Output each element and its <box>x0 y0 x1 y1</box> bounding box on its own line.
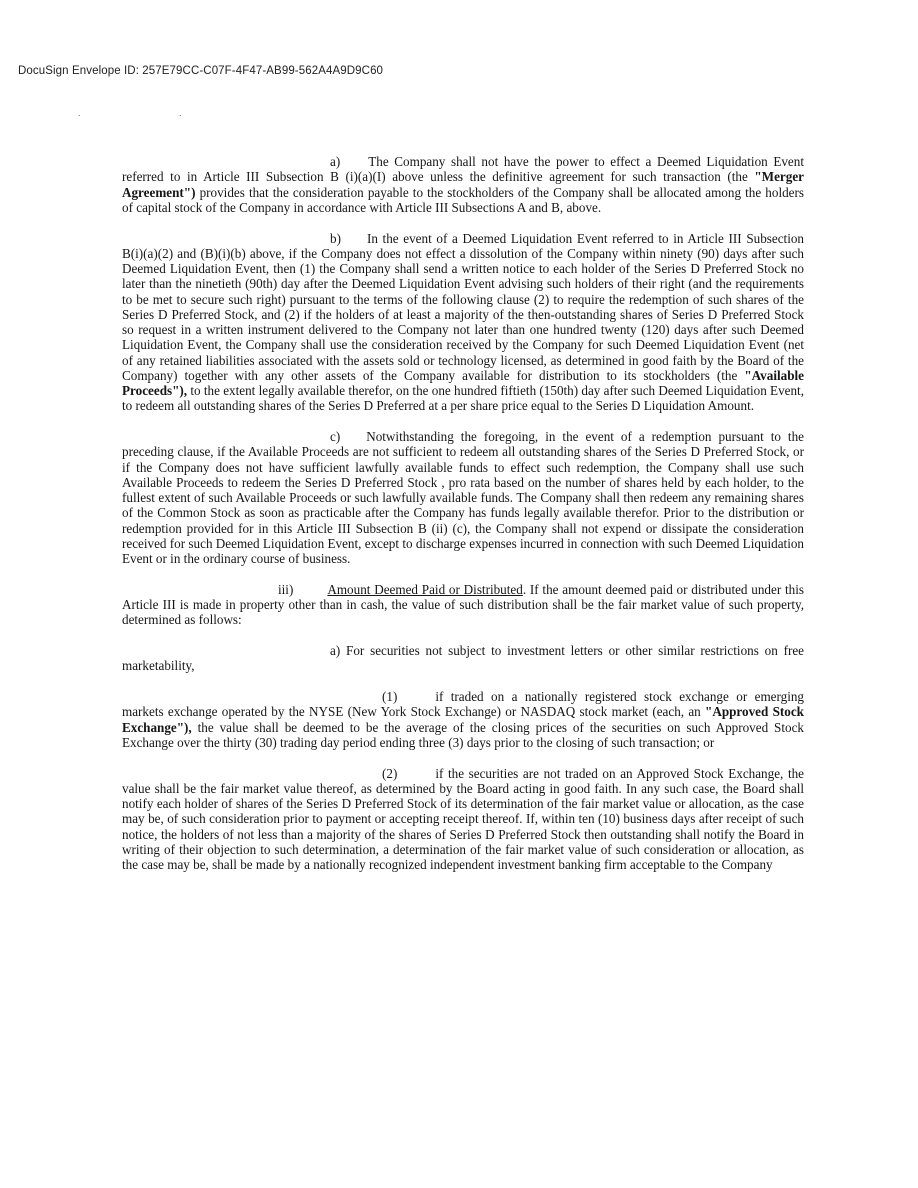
paragraph-a-label: a) <box>330 154 341 169</box>
paragraph-b: b) In the event of a Deemed Liquidation Event referred to in Article III Subsection B(i)(a)(2) and (B)(i)(b) above, if the Company does not effect a dissolution of the Company within ninety (90) days after such Deemed Liquidation Event, then (1) the Company shall send a written notice to each holder of the Series D Preferred Stock no later than the ninetieth (90th) day after the Deemed Liquidation Event advising such holders of their right (and the requirements to be met to secure such right) pursuant to the terms of the following clause (2) to require the redemption of such shares of the Series D Preferred Stock, and (2) if the holders of at least a majority of the then-outstanding shares of Series D Preferred Stock so request in a written instrument delivered to the Company not later than one hundred twenty (120) days after such Deemed Liquidation Event, the Company shall use the consideration received by the Company for such Deemed Liquidation Event (net of any retained liabilities associated with the assets sold or technology licensed, as determined in good faith by the Board of the Company) together with any other assets of the Company available for distribution to its stockholders (the "Available Proceeds"), to the extent legally available therefor, on the one hundred fiftieth (150th) day after such Deemed Liquidation Event, to redeem all outstanding shares of the Series D Preferred at a per share price equal to the Series D Liquidation Amount. <box>122 230 804 414</box>
paragraph-2: (2) if the securities are not traded on an Approved Stock Exchange, the value shall be the fair market value thereof, as determined by the Board acting in good faith. In any such case, the Board shall notify each holder of shares of the Series D Preferred Stock of its determination of the fair market value or allocation, as the case may be, of such consideration prior to payment or accepting receipt thereof. If, within ten (10) business days after receipt of such notice, the holders of not less than a majority of the shares of Series D Preferred Stock then outstanding shall notify the Board in writing of their objection to such determination, a determination of the fair market value of such consideration or allocation, as the case may be, shall be made by a nationally recognized independent investment banking firm acceptable to the Company <box>122 765 804 872</box>
paragraph-2-label: (2) <box>382 765 398 781</box>
scan-marks: . . <box>78 108 230 118</box>
paragraph-iii-a: a) For securities not subject to investment letters or other similar restrictions on free marketability, <box>122 643 804 674</box>
defined-term-merger-agreement: "Merger Agreement") <box>122 169 804 200</box>
paragraph-1: (1) if traded on a nationally registered stock exchange or emerging markets exchange operated by the NYSE (New York Stock Exchange) or NASDAQ stock market (each, an "Approved Stock Exchange"), the value shall be deemed to be the average of the closing prices of the securities on such Approved Stock Exchange over the thirty (30) trading day period ending three (3) days prior to the closing of such transaction; or <box>122 689 804 750</box>
section-heading-amount-deemed-paid: Amount Deemed Paid or Distributed <box>327 581 523 597</box>
paragraph-c-label: c) <box>330 429 341 444</box>
paragraph-iii: iii) Amount Deemed Paid or Distributed. If the amount deemed paid or distributed under this Article III is made in property other than in cash, the value of such distribution shall be the fair market value of such property, determined as follows: <box>122 581 804 628</box>
defined-term-approved-stock-exchange: "Approved Stock Exchange"), <box>122 704 804 735</box>
defined-term-available-proceeds: "Available Proceeds"), <box>122 367 804 398</box>
paragraph-c: c) Notwithstanding the foregoing, in the event of a redemption pursuant to the preceding clause, if the Available Proceeds are not sufficient to redeem all outstanding shares of the Series D Preferred Stock, or if the Company does not have sufficient lawfully available funds to effect such redemption, the Company shall use such Available Proceeds to redeem the Series D Preferred Stock , pro rata based on the number of shares held by each holder, to the fullest extent of such Available Proceeds or such lawfully available funds. The Company shall then redeem any remaining shares of the Common Stock as soon as practicable after the Company has funds legally available therefor. Prior to the distribution or redemption provided for in this Article III Subsection B (ii) (c), the Company shall not expend or dissipate the consideration received for such Deemed Liquidation Event, except to discharge expenses incurred in connection with such Deemed Liquidation Event or in the ordinary course of business. <box>122 429 804 566</box>
paragraph-iii-label: iii) <box>278 581 294 597</box>
paragraph-a: a) The Company shall not have the power to effect a Deemed Liquidation Event referred to in Article III Subsection B (i)(a)(I) above unless the definitive agreement for such transaction (the "Merger Agreement") provides that the consideration payable to the stockholders of the Company shall be allocated among the holders of capital stock of the Company in accordance with Article III Subsections A and B, above. <box>122 154 804 215</box>
paragraph-1-label: (1) <box>382 689 398 704</box>
paragraph-b-label: b) <box>330 230 341 246</box>
docusign-envelope-id: DocuSign Envelope ID: 257E79CC-C07F-4F47-AB99-562A4A9D9C60 <box>18 65 384 77</box>
document-body <box>122 154 804 872</box>
